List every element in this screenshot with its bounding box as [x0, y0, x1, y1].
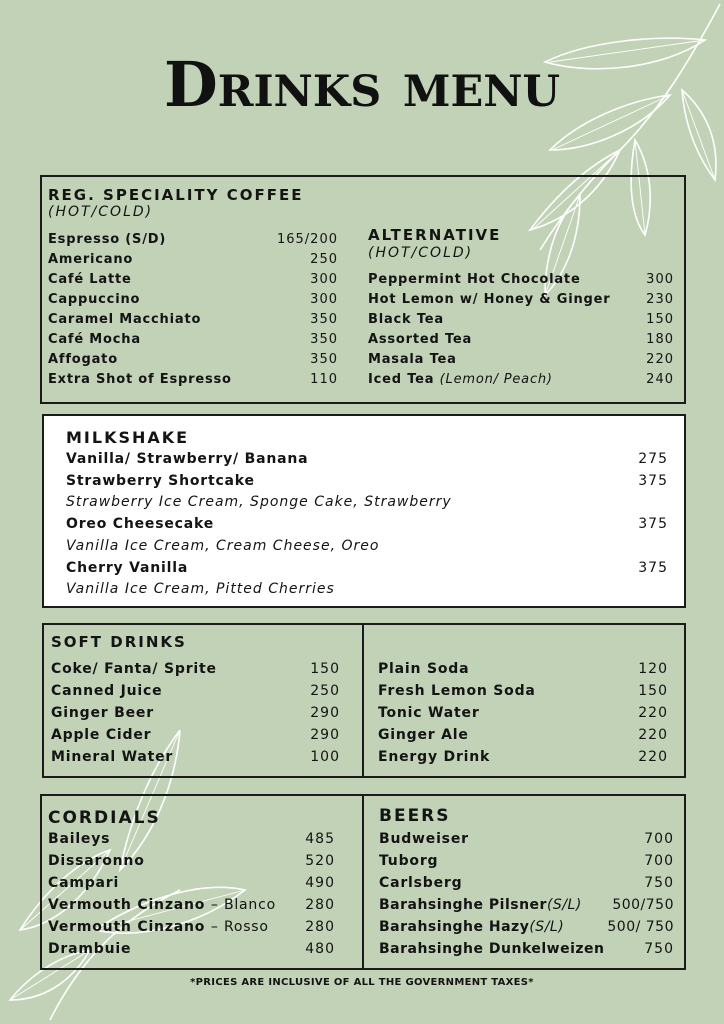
menu-item-price: 300 [310, 272, 338, 287]
menu-item-price: 490 [305, 875, 335, 891]
menu-item-description: Vanilla Ice Cream, Pitted Cherries [66, 581, 335, 597]
menu-item-price: 230 [646, 292, 674, 307]
menu-item-note: (S/L) [546, 897, 582, 913]
menu-item-price: 350 [310, 332, 338, 347]
menu-item: Americano [48, 252, 134, 267]
menu-item: Baileys [48, 831, 111, 847]
menu-item: Tuborg [379, 853, 439, 869]
menu-item: Energy Drink [378, 749, 491, 765]
menu-item-name: Vermouth Cinzano [48, 897, 206, 913]
beers-heading: BEERS [379, 806, 451, 826]
menu-item-price: 280 [305, 897, 335, 913]
menu-item-price: 290 [310, 705, 340, 721]
menu-item: Espresso (S/D) [48, 232, 167, 247]
menu-item-price: 700 [644, 853, 674, 869]
menu-item-price: 150 [310, 661, 340, 677]
page-title: Drinks menu [163, 48, 561, 121]
menu-item: Apple Cider [51, 727, 152, 743]
menu-item [48, 919, 269, 935]
menu-item: Affogato [48, 352, 118, 367]
menu-item-price: 110 [310, 372, 338, 387]
menu-item: Café Latte [48, 272, 132, 287]
menu-item-price: 100 [310, 749, 340, 765]
menu-item-price: 350 [310, 312, 338, 327]
menu-item-name: Barahsinghe Pilsner [379, 897, 547, 913]
menu-item: Assorted Tea [368, 332, 473, 347]
menu-item: Drambuie [48, 941, 132, 957]
menu-item-price: 480 [305, 941, 335, 957]
menu-item-price: 275 [638, 451, 668, 467]
menu-item: Hot Lemon w/ Honey & Ginger [368, 292, 611, 307]
menu-item-price: 250 [310, 252, 338, 267]
menu-item-price: 240 [646, 372, 674, 387]
menu-item: Tonic Water [378, 705, 480, 721]
menu-item: Ginger Ale [378, 727, 469, 743]
menu-item-price: 290 [310, 727, 340, 743]
coffee-heading: REG. SPECIALITY COFFEE [48, 186, 304, 204]
menu-item-note: (S/L) [529, 919, 565, 935]
menu-item: Canned Juice [51, 683, 163, 699]
menu-item-price: 220 [638, 727, 668, 743]
menu-item-price: 280 [305, 919, 335, 935]
menu-item-name: Vermouth Cinzano [48, 919, 206, 935]
menu-item: Ginger Beer [51, 705, 154, 721]
menu-item: Budweiser [379, 831, 469, 847]
menu-item-price: 220 [638, 749, 668, 765]
menu-item-price: 750 [644, 941, 674, 957]
menu-item: Plain Soda [378, 661, 470, 677]
menu-item-price: 300 [646, 272, 674, 287]
alternative-heading: ALTERNATIVE [368, 226, 502, 244]
menu-item-price: 375 [638, 473, 668, 489]
menu-item: Strawberry Shortcake [66, 473, 255, 489]
menu-item-price: 700 [644, 831, 674, 847]
menu-item [368, 372, 553, 387]
menu-item-name: Barahsinghe Hazy [379, 919, 530, 935]
menu-item-price: 500/750 [612, 897, 674, 913]
menu-item-price: 350 [310, 352, 338, 367]
menu-item: Café Mocha [48, 332, 141, 347]
cordials-heading: CORDIALS [48, 808, 161, 828]
menu-item-price: 300 [310, 292, 338, 307]
menu-item: Oreo Cheesecake [66, 516, 215, 532]
menu-item-price: 180 [646, 332, 674, 347]
menu-item-price: 500/ 750 [607, 919, 674, 935]
menu-item: Carlsberg [379, 875, 463, 891]
menu-item: Barahsinghe Dunkelweizen [379, 941, 605, 957]
coffee-subheading: (HOT/COLD) [48, 204, 154, 220]
menu-item-price: 220 [638, 705, 668, 721]
menu-item [379, 897, 582, 913]
menu-item-price: 165/200 [276, 232, 338, 247]
menu-item: Campari [48, 875, 120, 891]
menu-item: Black Tea [368, 312, 444, 327]
alternative-subheading: (HOT/COLD) [368, 245, 474, 261]
menu-item [379, 919, 564, 935]
menu-item-price: 375 [638, 516, 668, 532]
menu-item-description: Vanilla Ice Cream, Cream Cheese, Oreo [66, 538, 380, 554]
menu-item-price: 120 [638, 661, 668, 677]
menu-item-name: Iced Tea [368, 372, 435, 387]
milkshake-heading: MILKSHAKE [66, 428, 190, 447]
menu-item-price: 150 [638, 683, 668, 699]
menu-item: Vanilla/ Strawberry/ Banana [66, 451, 309, 467]
menu-item-variant: – Rosso [210, 919, 269, 935]
soft-drinks-heading: SOFT DRINKS [51, 633, 187, 651]
menu-item-price: 250 [310, 683, 340, 699]
menu-item: Masala Tea [368, 352, 457, 367]
prices-footnote: *PRICES ARE INCLUSIVE OF ALL THE GOVERNMENT TAXES* [190, 977, 534, 988]
menu-item-note: (Lemon/ Peach) [439, 372, 553, 387]
menu-item: Fresh Lemon Soda [378, 683, 536, 699]
menu-item [48, 897, 276, 913]
menu-item-price: 750 [644, 875, 674, 891]
menu-item-description: Strawberry Ice Cream, Sponge Cake, Strawberry [66, 494, 452, 510]
menu-item: Mineral Water [51, 749, 174, 765]
menu-item: Peppermint Hot Chocolate [368, 272, 581, 287]
menu-item: Caramel Macchiato [48, 312, 202, 327]
menu-item: Extra Shot of Espresso [48, 372, 232, 387]
menu-item-variant: – Blanco [210, 897, 276, 913]
menu-item: Dissaronno [48, 853, 145, 869]
menu-item: Coke/ Fanta/ Sprite [51, 661, 217, 677]
menu-item-price: 375 [638, 560, 668, 576]
menu-item: Cappuccino [48, 292, 141, 307]
menu-item-price: 520 [305, 853, 335, 869]
menu-item-price: 485 [305, 831, 335, 847]
menu-item-price: 150 [646, 312, 674, 327]
menu-item: Cherry Vanilla [66, 560, 189, 576]
menu-item-price: 220 [646, 352, 674, 367]
